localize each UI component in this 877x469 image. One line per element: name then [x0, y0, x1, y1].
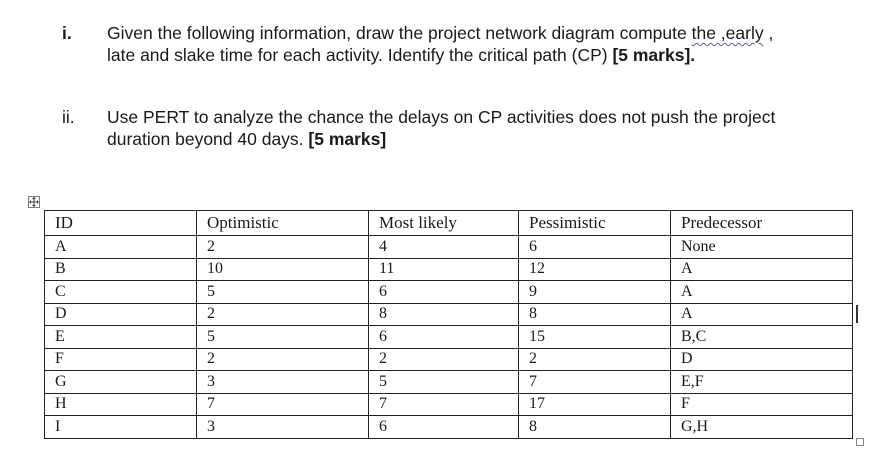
- table-cell[interactable]: E: [45, 326, 197, 349]
- table-cell[interactable]: 17: [519, 393, 671, 416]
- question-number: i.: [62, 23, 72, 43]
- question-line: [107, 22, 847, 44]
- table-cell[interactable]: None: [671, 236, 853, 259]
- table-cell[interactable]: G,H: [671, 416, 853, 439]
- table-row: [45, 281, 853, 304]
- question-text-segment: ,: [763, 23, 774, 43]
- table-cell[interactable]: 9: [519, 281, 671, 304]
- header-cell[interactable]: Optimistic: [197, 211, 369, 236]
- table-cell[interactable]: A: [671, 258, 853, 281]
- spellcheck-flagged-text[interactable]: the ,early: [691, 23, 764, 43]
- header-cell[interactable]: ID: [45, 211, 197, 236]
- question-number: ii.: [62, 107, 75, 127]
- question-text: [107, 22, 847, 66]
- table-cell[interactable]: 4: [369, 236, 519, 259]
- table-cell[interactable]: C: [45, 281, 197, 304]
- table-row: [45, 326, 853, 349]
- header-cell[interactable]: Predecessor: [671, 211, 853, 236]
- table-cell[interactable]: G: [45, 371, 197, 394]
- table-cell[interactable]: 2: [369, 348, 519, 371]
- table-row: [45, 348, 853, 371]
- text-cursor: [856, 305, 858, 323]
- table-header-row: [45, 211, 853, 236]
- table-row: [45, 393, 853, 416]
- table-cell[interactable]: 2: [197, 236, 369, 259]
- header-cell[interactable]: Most likely: [369, 211, 519, 236]
- table-cell[interactable]: F: [671, 393, 853, 416]
- table-resize-handle-icon[interactable]: [856, 438, 864, 446]
- table-cell[interactable]: 10: [197, 258, 369, 281]
- question-text-segment: late and slake time for each activity. Identify the critical path (CP): [107, 45, 613, 65]
- table-cell[interactable]: 5: [197, 326, 369, 349]
- table-cell[interactable]: 8: [519, 303, 671, 326]
- table-cell[interactable]: D: [671, 348, 853, 371]
- table-cell[interactable]: 6: [369, 326, 519, 349]
- table-cell[interactable]: A: [671, 281, 853, 304]
- table-cell[interactable]: 6: [369, 416, 519, 439]
- question-line: [107, 44, 847, 66]
- activity-table: [44, 210, 853, 439]
- table-move-handle-icon[interactable]: [28, 196, 40, 208]
- table-cell[interactable]: 2: [519, 348, 671, 371]
- table-cell[interactable]: B,C: [671, 326, 853, 349]
- table-cell[interactable]: 12: [519, 258, 671, 281]
- marks-label: [5 marks].: [612, 45, 696, 65]
- question-line: [107, 128, 847, 150]
- question-line: Use PERT to analyze the chance the delays on CP activities does not push the project: [107, 107, 776, 127]
- header-cell[interactable]: Pessimistic: [519, 211, 671, 236]
- table-cell[interactable]: D: [45, 303, 197, 326]
- table-row: [45, 371, 853, 394]
- table-row: [45, 258, 853, 281]
- table-cell[interactable]: 7: [369, 393, 519, 416]
- table-row: [45, 303, 853, 326]
- table-cell[interactable]: F: [45, 348, 197, 371]
- table-cell[interactable]: 6: [369, 281, 519, 304]
- table-cell[interactable]: 11: [369, 258, 519, 281]
- table-cell[interactable]: 8: [519, 416, 671, 439]
- question-text-segment: Given the following information, draw the project network diagram compute: [107, 23, 692, 43]
- table-cell[interactable]: 5: [369, 371, 519, 394]
- table-row: [45, 236, 853, 259]
- question-text: [107, 106, 847, 150]
- table-cell[interactable]: 15: [519, 326, 671, 349]
- table-cell[interactable]: A: [671, 303, 853, 326]
- question-text-segment: duration beyond 40 days.: [107, 129, 309, 149]
- table-cell[interactable]: 2: [197, 348, 369, 371]
- table-cell[interactable]: I: [45, 416, 197, 439]
- table-cell[interactable]: B: [45, 258, 197, 281]
- table-cell[interactable]: 7: [197, 393, 369, 416]
- table-cell[interactable]: 5: [197, 281, 369, 304]
- table-cell[interactable]: 3: [197, 416, 369, 439]
- table-cell[interactable]: 2: [197, 303, 369, 326]
- table-cell[interactable]: H: [45, 393, 197, 416]
- table-cell[interactable]: 8: [369, 303, 519, 326]
- table-cell[interactable]: 3: [197, 371, 369, 394]
- four-arrows-move-icon: [29, 197, 39, 207]
- table-cell[interactable]: 6: [519, 236, 671, 259]
- table-cell[interactable]: 7: [519, 371, 671, 394]
- table-cell[interactable]: E,F: [671, 371, 853, 394]
- table-row: [45, 416, 853, 439]
- marks-label: [5 marks]: [308, 129, 387, 149]
- table-cell[interactable]: A: [45, 236, 197, 259]
